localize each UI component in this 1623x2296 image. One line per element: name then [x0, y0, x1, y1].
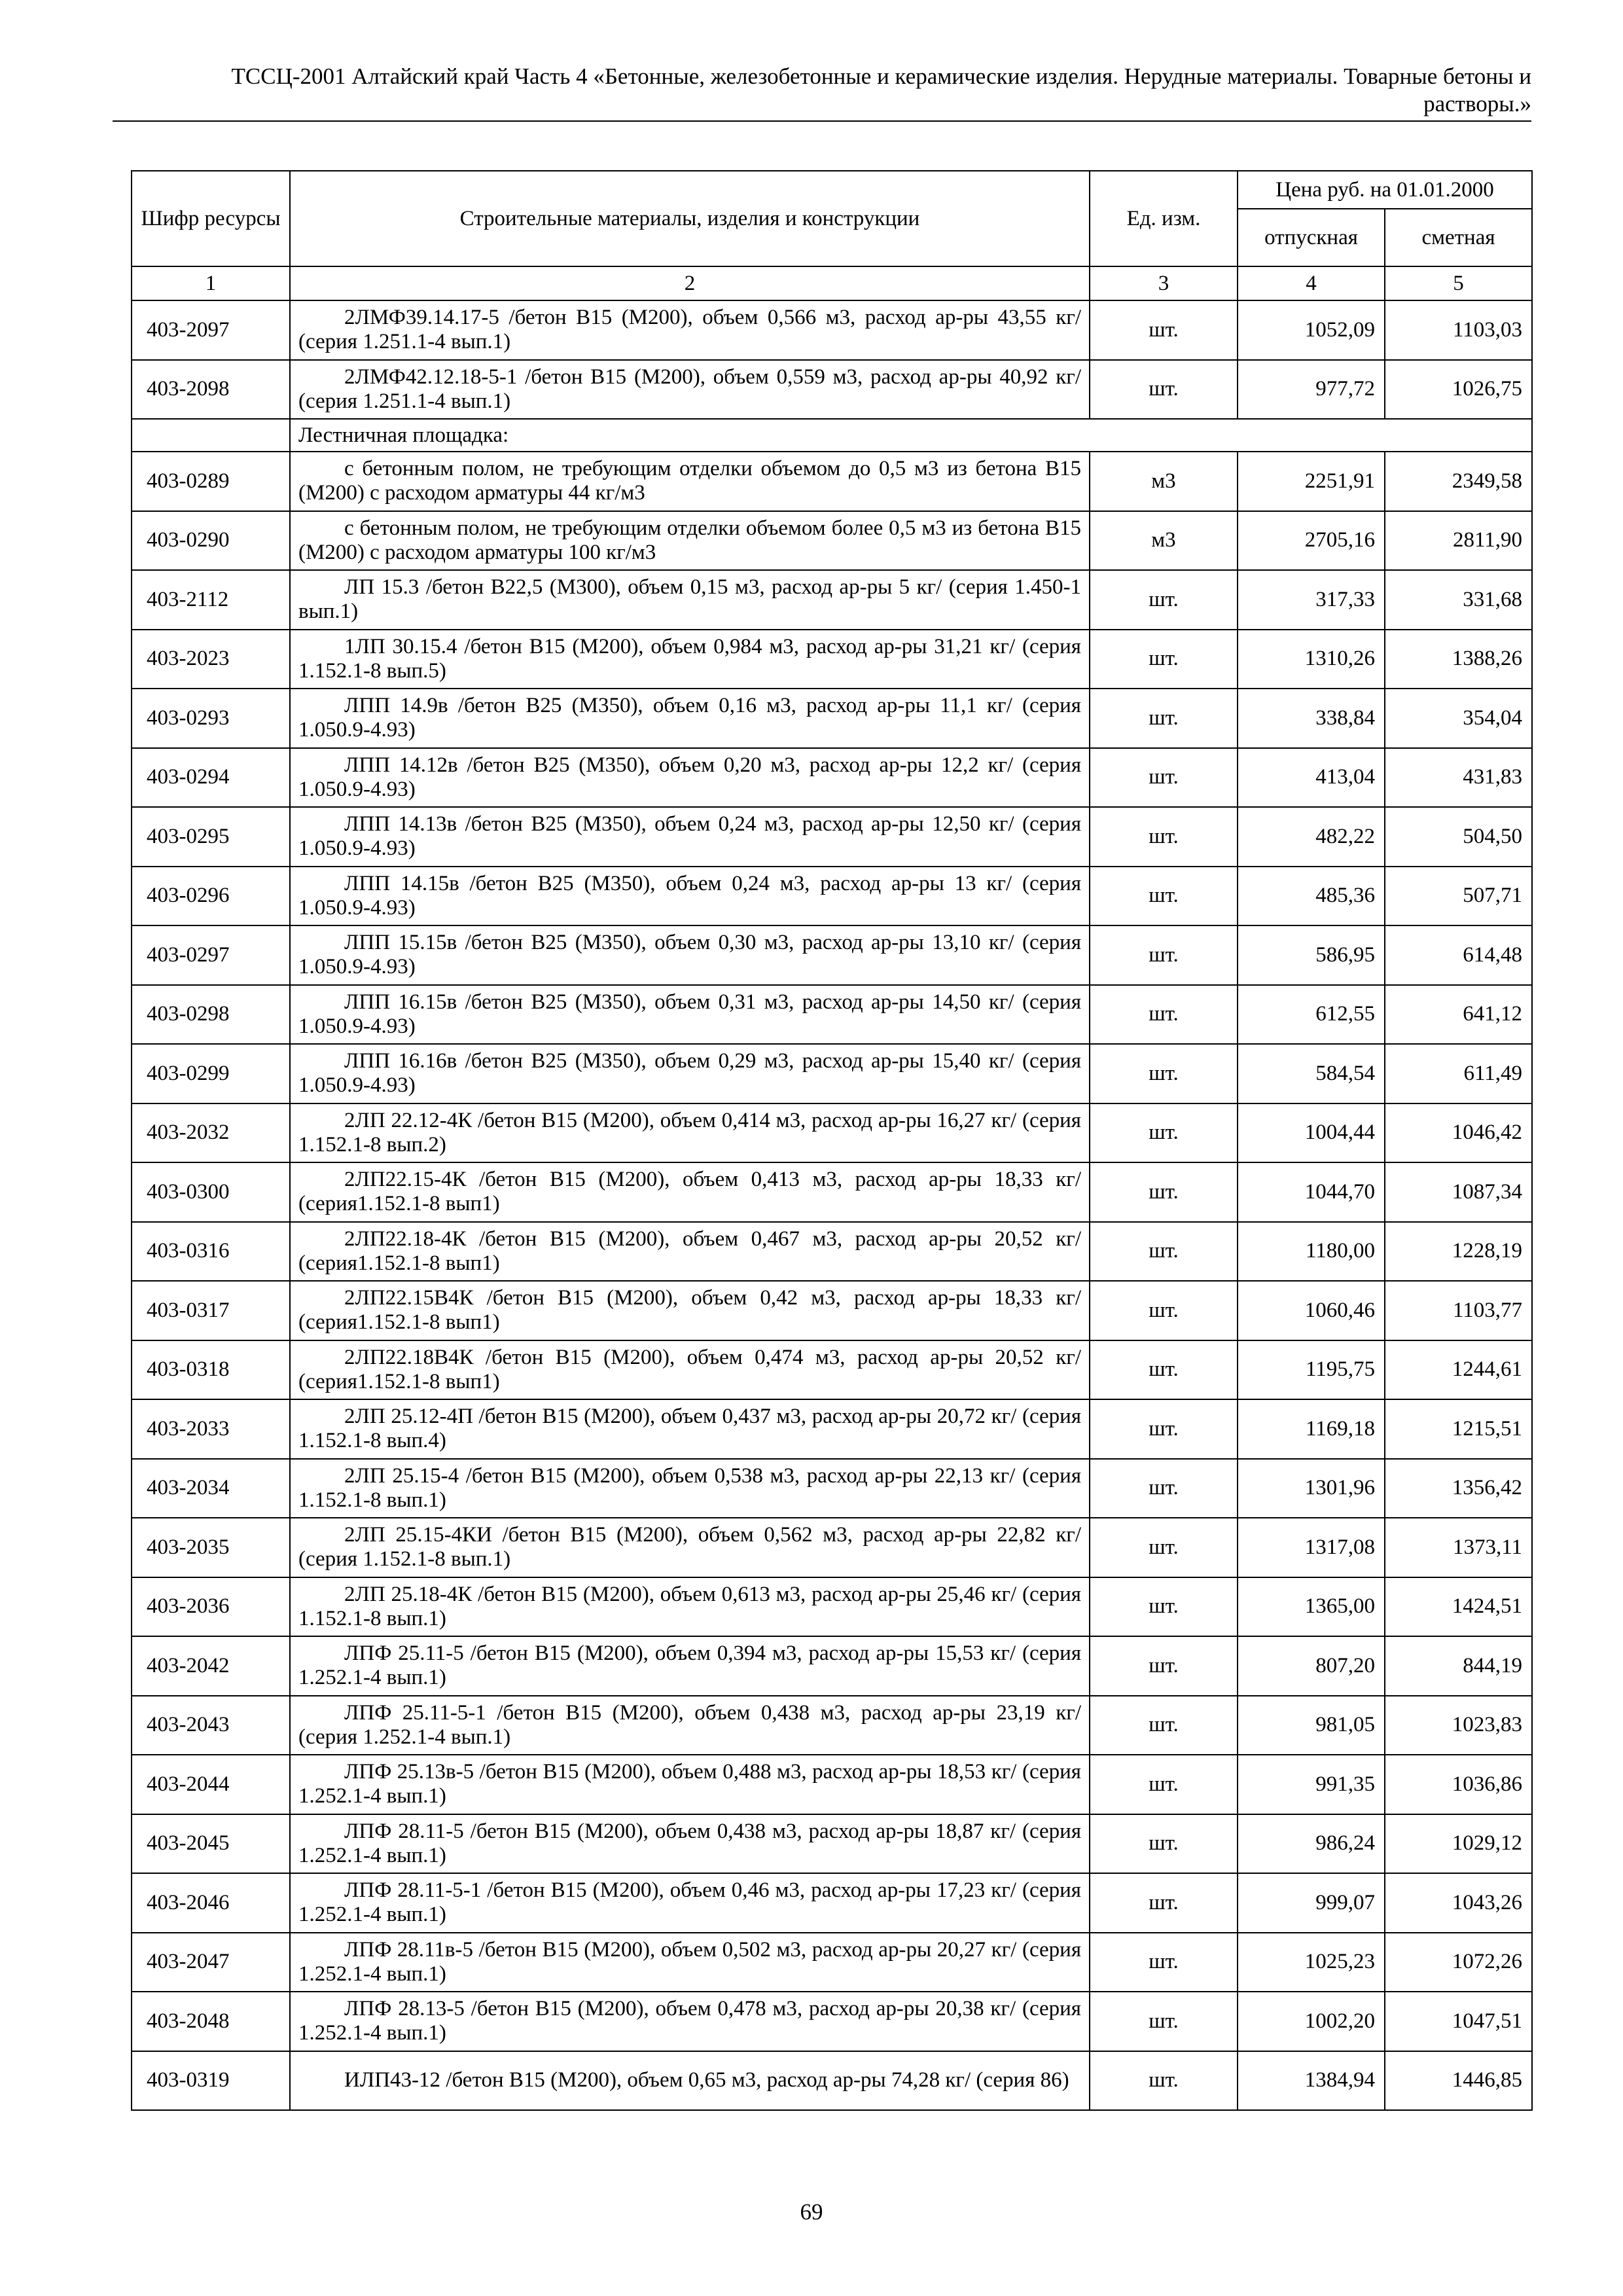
description-text: ЛПФ 25.11-5-1 /бетон В15 (М200), объем 0,438 м3, расход ар-ры 23,19 кг/ (серия 1.252.1-4 вып.1) [298, 1700, 1081, 1749]
description-text: 2ЛП 25.12-4П /бетон В15 (М200), объем 0,437 м3, расход ар-ры 20,72 кг/ (серия 1.152.1-8 вып.4) [298, 1405, 1081, 1453]
resource-code: 403-2097 [132, 300, 290, 360]
estimate-price: 1228,19 [1385, 1222, 1532, 1282]
release-price: 2705,16 [1238, 511, 1385, 571]
resource-code: 403-2036 [132, 1577, 290, 1637]
resource-code: 403-0299 [132, 1044, 290, 1103]
unit-of-measure: шт. [1090, 1459, 1238, 1518]
release-price: 338,84 [1238, 689, 1385, 748]
material-description [290, 511, 1090, 571]
resource-code: 403-2033 [132, 1399, 290, 1459]
release-price: 2251,91 [1238, 452, 1385, 511]
unit-of-measure: шт. [1090, 807, 1238, 867]
estimate-price: 1036,86 [1385, 1755, 1532, 1814]
resource-code: 403-0290 [132, 511, 290, 571]
material-description [290, 630, 1090, 689]
description-text: 2ЛП 25.15-4 /бетон В15 (М200), объем 0,538 м3, расход ар-ры 22,13 кг/ (серия 1.152.1-8 вып.1) [298, 1463, 1081, 1512]
material-description [290, 2051, 1090, 2111]
estimate-price: 354,04 [1385, 689, 1532, 748]
material-description [290, 1044, 1090, 1103]
estimate-price: 614,48 [1385, 925, 1532, 985]
release-price: 977,72 [1238, 360, 1385, 420]
release-price: 1365,00 [1238, 1577, 1385, 1637]
table-row [132, 985, 1532, 1045]
description-text: ЛП 15.3 /бетон В22,5 (М300), объем 0,15 м3, расход ар-ры 5 кг/ (серия 1.450-1 вып.1) [298, 575, 1081, 624]
table-row [132, 1340, 1532, 1400]
estimate-price: 1047,51 [1385, 1992, 1532, 2051]
section-code-cell [132, 419, 290, 452]
unit-of-measure: шт. [1090, 867, 1238, 926]
estimate-price: 1388,26 [1385, 630, 1532, 689]
release-price: 1317,08 [1238, 1518, 1385, 1577]
column-number: 5 [1385, 266, 1532, 300]
table-row [132, 689, 1532, 748]
unit-of-measure: шт. [1090, 689, 1238, 748]
header-code: Шифр ресурсы [132, 171, 290, 266]
estimate-price: 2349,58 [1385, 452, 1532, 511]
unit-of-measure: шт. [1090, 1162, 1238, 1222]
estimate-price: 1373,11 [1385, 1518, 1532, 1577]
description-text: 2ЛП22.15В4К /бетон В15 (М200), объем 0,42 м3, расход ар-ры 18,33 кг/ (серия1.152.1-8 вып1) [298, 1286, 1081, 1335]
release-price: 1025,23 [1238, 1933, 1385, 1992]
unit-of-measure: шт. [1090, 1340, 1238, 1400]
release-price: 317,33 [1238, 570, 1385, 630]
table-row [132, 630, 1532, 689]
running-header [113, 63, 1531, 122]
material-description [290, 1103, 1090, 1163]
running-header-line-2: растворы.» [1423, 91, 1531, 117]
table-row [132, 1873, 1532, 1933]
resource-code: 403-2098 [132, 360, 290, 420]
unit-of-measure: шт. [1090, 925, 1238, 985]
material-description [290, 1755, 1090, 1814]
unit-of-measure: шт. [1090, 1992, 1238, 2051]
description-text: 2ЛП 25.15-4КИ /бетон В15 (М200), объем 0,562 м3, расход ар-ры 22,82 кг/ (серия 1.152.1-8 вып.1) [298, 1523, 1081, 1571]
unit-of-measure: шт. [1090, 1696, 1238, 1755]
table-row [132, 1933, 1532, 1992]
material-description [290, 1873, 1090, 1933]
resource-code: 403-2046 [132, 1873, 290, 1933]
resource-code: 403-2023 [132, 630, 290, 689]
estimate-price: 1043,26 [1385, 1873, 1532, 1933]
unit-of-measure: шт. [1090, 1222, 1238, 1282]
material-description [290, 1222, 1090, 1282]
description-text: 1ЛП 30.15.4 /бетон В15 (М200), объем 0,984 м3, расход ар-ры 31,21 кг/ (серия 1.152.1-8 вып.5) [298, 634, 1081, 683]
resource-code: 403-0319 [132, 2051, 290, 2111]
release-price: 1310,26 [1238, 630, 1385, 689]
header-unit: Ед. изм. [1090, 171, 1238, 266]
release-price: 586,95 [1238, 925, 1385, 985]
material-description [290, 1814, 1090, 1874]
release-price: 1044,70 [1238, 1162, 1385, 1222]
unit-of-measure: шт. [1090, 1103, 1238, 1163]
material-description [290, 1162, 1090, 1222]
release-price: 485,36 [1238, 867, 1385, 926]
material-description [290, 360, 1090, 420]
table-row [132, 867, 1532, 926]
table-row [132, 1044, 1532, 1103]
estimate-price: 431,83 [1385, 748, 1532, 808]
resource-code: 403-2034 [132, 1459, 290, 1518]
material-description [290, 1340, 1090, 1400]
resource-code: 403-0289 [132, 452, 290, 511]
estimate-price: 1356,42 [1385, 1459, 1532, 1518]
estimate-price: 1072,26 [1385, 1933, 1532, 1992]
estimate-price: 611,49 [1385, 1044, 1532, 1103]
unit-of-measure: шт. [1090, 985, 1238, 1045]
material-description [290, 1399, 1090, 1459]
resource-code: 403-0300 [132, 1162, 290, 1222]
unit-of-measure: шт. [1090, 630, 1238, 689]
resource-code: 403-0297 [132, 925, 290, 985]
column-number: 4 [1238, 266, 1385, 300]
unit-of-measure: шт. [1090, 1755, 1238, 1814]
unit-of-measure: шт. [1090, 1873, 1238, 1933]
table-row [132, 1755, 1532, 1814]
description-text: ЛПФ 28.11в-5 /бетон В15 (М200), объем 0,502 м3, расход ар-ры 20,27 кг/ (серия 1.252.1-4 вып.1) [298, 1937, 1081, 1986]
resource-code: 403-2048 [132, 1992, 290, 2051]
resource-code: 403-2035 [132, 1518, 290, 1577]
estimate-price: 1424,51 [1385, 1577, 1532, 1637]
header-estimate-price: сметная [1385, 209, 1532, 266]
release-price: 1384,94 [1238, 2051, 1385, 2111]
table-row [132, 1103, 1532, 1163]
description-text: 2ЛП 25.18-4К /бетон В15 (М200), объем 0,613 м3, расход ар-ры 25,46 кг/ (серия 1.152.1-8 вып.1) [298, 1582, 1081, 1630]
table-row [132, 1696, 1532, 1755]
description-text: 2ЛП22.18В4К /бетон В15 (М200), объем 0,474 м3, расход ар-ры 20,52 кг/ (серия1.152.1-8 вып1) [298, 1345, 1081, 1393]
table-body [132, 300, 1532, 2110]
page-number: 69 [800, 2199, 823, 2225]
material-description [290, 1281, 1090, 1340]
estimate-price: 1446,85 [1385, 2051, 1532, 2111]
unit-of-measure: шт. [1090, 1281, 1238, 1340]
description-text: ЛПФ 28.13-5 /бетон В15 (М200), объем 0,478 м3, расход ар-ры 20,38 кг/ (серия 1.252.1-4 вып.1) [298, 1997, 1081, 2045]
release-price: 999,07 [1238, 1873, 1385, 1933]
header-price: Цена руб. на 01.01.2000 [1238, 171, 1532, 209]
release-price: 1301,96 [1238, 1459, 1385, 1518]
resource-code: 403-0295 [132, 807, 290, 867]
unit-of-measure: шт. [1090, 360, 1238, 420]
description-text: 2ЛМФ42.12.18-5-1 /бетон В15 (М200), объем 0,559 м3, расход ар-ры 40,92 кг/ (серия 1.251.1-4 вып.1) [298, 365, 1081, 413]
section-title: Лестничная площадка: [290, 419, 1532, 452]
unit-of-measure: шт. [1090, 1044, 1238, 1103]
material-description [290, 1577, 1090, 1637]
estimate-price: 507,71 [1385, 867, 1532, 926]
table-row [132, 1518, 1532, 1577]
material-description [290, 570, 1090, 630]
resource-code: 403-0298 [132, 985, 290, 1045]
release-price: 612,55 [1238, 985, 1385, 1045]
unit-of-measure: шт. [1090, 1933, 1238, 1992]
table-row [132, 807, 1532, 867]
table-row [132, 1636, 1532, 1696]
release-price: 1004,44 [1238, 1103, 1385, 1163]
estimate-price: 1087,34 [1385, 1162, 1532, 1222]
release-price: 1180,00 [1238, 1222, 1385, 1282]
release-price: 991,35 [1238, 1755, 1385, 1814]
price-table [131, 170, 1533, 2111]
material-description [290, 985, 1090, 1045]
description-text: ИЛП43-12 /бетон В15 (М200), объем 0,65 м3, расход ар-ры 74,28 кг/ (серия 86) [344, 2068, 1069, 2092]
resource-code: 403-2112 [132, 570, 290, 630]
release-price: 986,24 [1238, 1814, 1385, 1874]
description-text: ЛПП 14.12в /бетон В25 (М350), объем 0,20 м3, расход ар-ры 12,2 кг/ (серия 1.050.9-4.93) [298, 753, 1081, 801]
description-text: с бетонным полом, не требующим отделки объемом до 0,5 м3 из бетона В15 (М200) с расходом арматуры 44 кг/м3 [298, 457, 1081, 505]
resource-code: 403-2042 [132, 1636, 290, 1696]
material-description [290, 748, 1090, 808]
material-description [290, 1933, 1090, 1992]
estimate-price: 1023,83 [1385, 1696, 1532, 1755]
resource-code: 403-2044 [132, 1755, 290, 1814]
unit-of-measure: шт. [1090, 2051, 1238, 2111]
description-text: ЛПФ 25.11-5 /бетон В15 (М200), объем 0,394 м3, расход ар-ры 15,53 кг/ (серия 1.252.1-4 вып.1) [298, 1641, 1081, 1690]
description-text: с бетонным полом, не требующим отделки объемом более 0,5 м3 из бетона В15 (М200) с расходом арматуры 100 кг/м3 [298, 516, 1081, 564]
table-row [132, 1459, 1532, 1518]
estimate-price: 504,50 [1385, 807, 1532, 867]
resource-code: 403-0317 [132, 1281, 290, 1340]
material-description [290, 689, 1090, 748]
description-text: ЛПП 16.15в /бетон В25 (М350), объем 0,31 м3, расход ар-ры 14,50 кг/ (серия 1.050.9-4.93) [298, 990, 1081, 1038]
table-row [132, 925, 1532, 985]
release-price: 584,54 [1238, 1044, 1385, 1103]
unit-of-measure: шт. [1090, 1577, 1238, 1637]
table-row [132, 1399, 1532, 1459]
estimate-price: 1103,77 [1385, 1281, 1532, 1340]
description-text: ЛПП 16.16в /бетон В25 (М350), объем 0,29 м3, расход ар-ры 15,40 кг/ (серия 1.050.9-4.93) [298, 1049, 1081, 1098]
header-name: Строительные материалы, изделия и конструкции [290, 171, 1090, 266]
material-description [290, 867, 1090, 926]
header-release-price: отпускная [1238, 209, 1385, 266]
release-price: 1060,46 [1238, 1281, 1385, 1340]
resource-code: 403-2045 [132, 1814, 290, 1874]
release-price: 981,05 [1238, 1696, 1385, 1755]
material-description [290, 1696, 1090, 1755]
unit-of-measure: шт. [1090, 570, 1238, 630]
material-description [290, 807, 1090, 867]
table-row [132, 570, 1532, 630]
description-text: ЛПП 15.15в /бетон В25 (М350), объем 0,30 м3, расход ар-ры 13,10 кг/ (серия 1.050.9-4.93) [298, 931, 1081, 979]
resource-code: 403-0318 [132, 1340, 290, 1400]
release-price: 413,04 [1238, 748, 1385, 808]
table-row [132, 1992, 1532, 2051]
running-header-line-1: ТССЦ-2001 Алтайский край Часть 4 «Бетонные, железобетонные и керамические изделия. Нерудные материалы. Товарные бетоны и [231, 63, 1531, 89]
column-number: 3 [1090, 266, 1238, 300]
description-text: 2ЛП22.18-4К /бетон В15 (М200), объем 0,467 м3, расход ар-ры 20,52 кг/ (серия1.152.1-8 вып1) [298, 1227, 1081, 1275]
release-price: 1052,09 [1238, 300, 1385, 360]
description-text: ЛПП 14.15в /бетон В25 (М350), объем 0,24 м3, расход ар-ры 13 кг/ (серия 1.050.9-4.93) [298, 871, 1081, 920]
material-description [290, 1518, 1090, 1577]
column-number: 1 [132, 266, 290, 300]
description-text: ЛПФ 25.13в-5 /бетон В15 (М200), объем 0,488 м3, расход ар-ры 18,53 кг/ (серия 1.252.1-4 вып.1) [298, 1760, 1081, 1808]
unit-of-measure: шт. [1090, 1636, 1238, 1696]
estimate-price: 1244,61 [1385, 1340, 1532, 1400]
resource-code: 403-2047 [132, 1933, 290, 1992]
release-price: 807,20 [1238, 1636, 1385, 1696]
unit-of-measure: шт. [1090, 1814, 1238, 1874]
material-description [290, 452, 1090, 511]
unit-of-measure: шт. [1090, 1518, 1238, 1577]
estimate-price: 641,12 [1385, 985, 1532, 1045]
estimate-price: 1103,03 [1385, 300, 1532, 360]
resource-code: 403-2032 [132, 1103, 290, 1163]
table-row [132, 1814, 1532, 1874]
table-row [132, 1577, 1532, 1637]
material-description [290, 300, 1090, 360]
material-description [290, 1636, 1090, 1696]
release-price: 482,22 [1238, 807, 1385, 867]
estimate-price: 1029,12 [1385, 1814, 1532, 1874]
unit-of-measure: шт. [1090, 300, 1238, 360]
table-row [132, 1222, 1532, 1282]
table-row [132, 748, 1532, 808]
material-description [290, 1459, 1090, 1518]
table-row [132, 300, 1532, 360]
release-price: 1169,18 [1238, 1399, 1385, 1459]
description-text: 2ЛП22.15-4К /бетон В15 (М200), объем 0,413 м3, расход ар-ры 18,33 кг/ (серия1.152.1-8 вып1) [298, 1168, 1081, 1216]
table-row [132, 1281, 1532, 1340]
table-row [132, 452, 1532, 511]
table-row [132, 2051, 1532, 2111]
table-row [132, 360, 1532, 420]
section-row [132, 419, 1532, 452]
unit-of-measure: шт. [1090, 1399, 1238, 1459]
table-row [132, 511, 1532, 571]
description-text: ЛПП 14.9в /бетон В25 (М350), объем 0,16 м3, расход ар-ры 11,1 кг/ (серия 1.050.9-4.93) [298, 694, 1081, 742]
release-price: 1002,20 [1238, 1992, 1385, 2051]
unit-of-measure: шт. [1090, 748, 1238, 808]
description-text: ЛПФ 28.11-5 /бетон В15 (М200), объем 0,438 м3, расход ар-ры 18,87 кг/ (серия 1.252.1-4 вып.1) [298, 1819, 1081, 1867]
material-description [290, 1992, 1090, 2051]
unit-of-measure: м3 [1090, 511, 1238, 571]
column-number: 2 [290, 266, 1090, 300]
unit-of-measure: м3 [1090, 452, 1238, 511]
estimate-price: 2811,90 [1385, 511, 1532, 571]
description-text: ЛПП 14.13в /бетон В25 (М350), объем 0,24 м3, расход ар-ры 12,50 кг/ (серия 1.050.9-4.93) [298, 812, 1081, 861]
estimate-price: 1026,75 [1385, 360, 1532, 420]
description-text: ЛПФ 28.11-5-1 /бетон В15 (М200), объем 0,46 м3, расход ар-ры 17,23 кг/ (серия 1.252.1-4 вып.1) [298, 1878, 1081, 1927]
resource-code: 403-0294 [132, 748, 290, 808]
table-row [132, 1162, 1532, 1222]
resource-code: 403-0316 [132, 1222, 290, 1282]
resource-code: 403-0296 [132, 867, 290, 926]
estimate-price: 331,68 [1385, 570, 1532, 630]
resource-code: 403-2043 [132, 1696, 290, 1755]
estimate-price: 1215,51 [1385, 1399, 1532, 1459]
release-price: 1195,75 [1238, 1340, 1385, 1400]
material-description [290, 925, 1090, 985]
estimate-price: 844,19 [1385, 1636, 1532, 1696]
resource-code: 403-0293 [132, 689, 290, 748]
estimate-price: 1046,42 [1385, 1103, 1532, 1163]
description-text: 2ЛМФ39.14.17-5 /бетон В15 (М200), объем 0,566 м3, расход ар-ры 43,55 кг/ (серия 1.251.1-4 вып.1) [298, 306, 1081, 354]
description-text: 2ЛП 22.12-4К /бетон В15 (М200), объем 0,414 м3, расход ар-ры 16,27 кг/ (серия 1.152.1-8 вып.2) [298, 1108, 1081, 1157]
